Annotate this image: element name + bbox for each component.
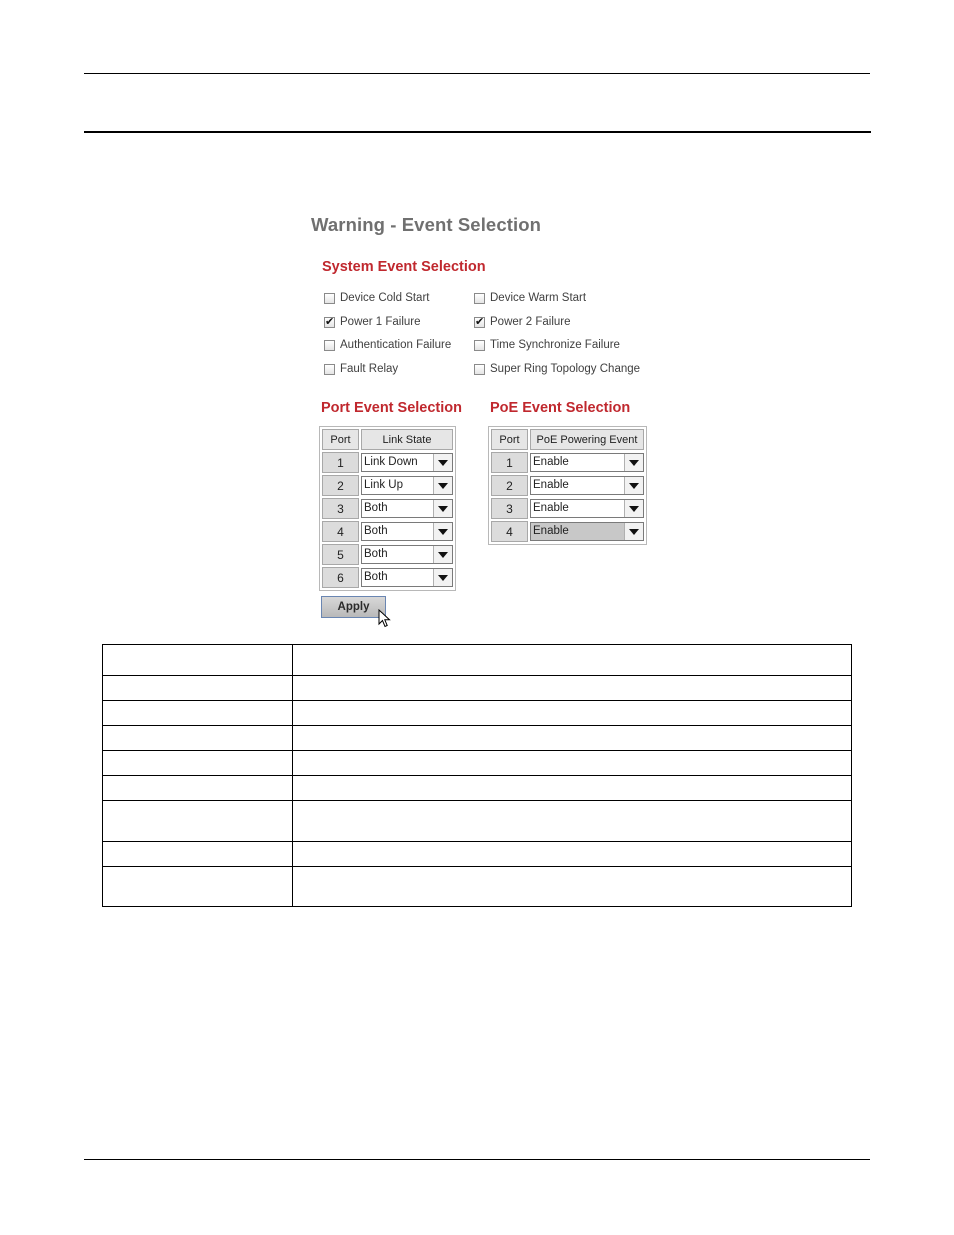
table-row bbox=[322, 498, 453, 519]
port-number: 4 bbox=[322, 521, 359, 542]
system-event-title: System Event Selection bbox=[322, 259, 486, 275]
poe-event-select[interactable] bbox=[530, 499, 644, 518]
table-row bbox=[103, 676, 852, 701]
checkbox-label: Super Ring Topology Change bbox=[490, 363, 641, 375]
table-row bbox=[491, 521, 644, 542]
table-row bbox=[322, 475, 453, 496]
link-state-select[interactable] bbox=[361, 568, 453, 587]
poe-event-select[interactable] bbox=[530, 522, 644, 541]
select-value: Enable bbox=[533, 502, 569, 514]
checkbox-super-ring-topology-change[interactable] bbox=[474, 360, 640, 378]
select-value: Both bbox=[364, 525, 388, 537]
select-value: Link Down bbox=[364, 456, 418, 468]
select-value: Both bbox=[364, 502, 388, 514]
table-row bbox=[322, 452, 453, 473]
checkbox-device-warm-start[interactable] bbox=[474, 289, 586, 307]
table-row bbox=[103, 842, 852, 867]
checkbox-label: Device Cold Start bbox=[340, 292, 430, 304]
triangle-down-icon[interactable] bbox=[433, 500, 452, 517]
select-value: Link Up bbox=[364, 479, 403, 491]
checkbox-fault-relay[interactable] bbox=[324, 360, 398, 378]
port-number: 6 bbox=[322, 567, 359, 588]
checkbox-authentication-failure[interactable] bbox=[324, 336, 451, 354]
table-row bbox=[103, 701, 852, 726]
port-number: 4 bbox=[491, 521, 528, 542]
checkbox-box[interactable] bbox=[474, 364, 485, 375]
checkbox-label: Power 1 Failure bbox=[340, 316, 421, 328]
link-state-select[interactable] bbox=[361, 545, 453, 564]
triangle-down-icon[interactable] bbox=[433, 546, 452, 563]
checkbox-time-synchronize-failure[interactable] bbox=[474, 336, 620, 354]
table-row bbox=[103, 645, 852, 676]
checkbox-power-2-failure[interactable] bbox=[474, 313, 571, 331]
table-row bbox=[491, 452, 644, 473]
poe-event-table bbox=[488, 426, 647, 545]
triangle-down-icon[interactable] bbox=[624, 500, 643, 517]
port-number: 1 bbox=[322, 452, 359, 473]
checkbox-box[interactable] bbox=[324, 293, 335, 304]
triangle-down-icon[interactable] bbox=[433, 523, 452, 540]
triangle-down-icon[interactable] bbox=[433, 454, 452, 471]
checkbox-box[interactable] bbox=[324, 364, 335, 375]
port-event-table bbox=[319, 426, 456, 591]
mouse-pointer-icon bbox=[378, 609, 392, 629]
checkbox-label: Fault Relay bbox=[340, 363, 399, 375]
link-state-select[interactable] bbox=[361, 476, 453, 495]
port-number: 2 bbox=[491, 475, 528, 496]
column-header-poe-powering-event: PoE Powering Event bbox=[530, 429, 644, 450]
select-value: Enable bbox=[531, 523, 624, 540]
port-event-title: Port Event Selection bbox=[321, 400, 463, 416]
table-row bbox=[103, 726, 852, 751]
checkbox-power-1-failure[interactable] bbox=[324, 313, 421, 331]
link-state-select[interactable] bbox=[361, 453, 453, 472]
triangle-down-icon[interactable] bbox=[624, 477, 643, 494]
checkbox-device-cold-start[interactable] bbox=[324, 289, 429, 307]
table-row bbox=[103, 776, 852, 801]
apply-button[interactable]: Apply bbox=[321, 596, 386, 618]
header-heavy-rule bbox=[84, 131, 871, 133]
table-row bbox=[322, 544, 453, 565]
header-rule bbox=[84, 73, 870, 74]
checkbox-box[interactable] bbox=[324, 340, 335, 351]
select-value: Both bbox=[364, 571, 388, 583]
poe-event-title: PoE Event Selection bbox=[490, 400, 631, 416]
table-row bbox=[322, 567, 453, 588]
table-row bbox=[491, 475, 644, 496]
checkbox-label: Authentication Failure bbox=[340, 339, 452, 351]
triangle-down-icon[interactable] bbox=[624, 454, 643, 471]
footer-rule bbox=[84, 1159, 870, 1160]
port-number: 1 bbox=[491, 452, 528, 473]
poe-event-select[interactable] bbox=[530, 453, 644, 472]
port-number: 2 bbox=[322, 475, 359, 496]
triangle-down-icon[interactable] bbox=[624, 523, 643, 540]
checkbox-box[interactable] bbox=[474, 317, 485, 328]
link-state-select[interactable] bbox=[361, 499, 453, 518]
checkbox-label: Device Warm Start bbox=[490, 292, 587, 304]
poe-event-select[interactable] bbox=[530, 476, 644, 495]
checkbox-box[interactable] bbox=[474, 340, 485, 351]
triangle-down-icon[interactable] bbox=[433, 477, 452, 494]
checkbox-label: Time Synchronize Failure bbox=[490, 339, 620, 351]
table-row bbox=[103, 867, 852, 907]
table-row bbox=[322, 521, 453, 542]
checkbox-box[interactable] bbox=[324, 317, 335, 328]
select-value: Enable bbox=[533, 479, 569, 491]
table-row bbox=[103, 751, 852, 776]
checkbox-box[interactable] bbox=[474, 293, 485, 304]
column-header-port: Port bbox=[322, 429, 359, 450]
link-state-select[interactable] bbox=[361, 522, 453, 541]
description-table bbox=[102, 644, 852, 907]
triangle-down-icon[interactable] bbox=[433, 569, 452, 586]
select-value: Both bbox=[364, 548, 388, 560]
port-number: 3 bbox=[491, 498, 528, 519]
checkbox-label: Power 2 Failure bbox=[490, 316, 571, 328]
table-row bbox=[103, 801, 852, 842]
port-number: 3 bbox=[322, 498, 359, 519]
select-value: Enable bbox=[533, 456, 569, 468]
column-header-link-state: Link State bbox=[361, 429, 453, 450]
column-header-port: Port bbox=[491, 429, 528, 450]
port-number: 5 bbox=[322, 544, 359, 565]
table-row bbox=[491, 498, 644, 519]
page-title: Warning - Event Selection bbox=[311, 214, 542, 235]
